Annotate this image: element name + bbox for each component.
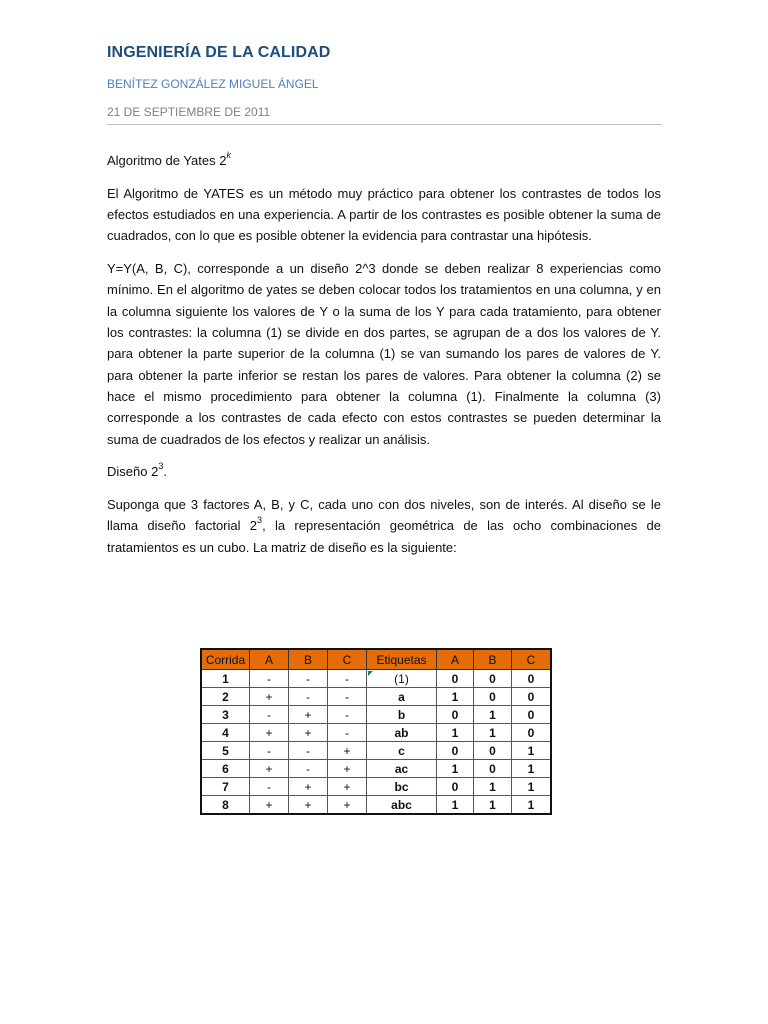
cell-coded-b: 0 xyxy=(474,760,512,778)
cell-factor-c: + xyxy=(328,760,367,778)
cell-coded-a: 0 xyxy=(437,670,474,688)
table-header-row xyxy=(201,649,551,670)
header-divider xyxy=(107,124,662,125)
cell-corrida: 4 xyxy=(201,724,250,742)
cell-factor-a: - xyxy=(250,670,289,688)
section-heading-yates-text: Algoritmo de Yates 2 xyxy=(107,153,227,168)
paragraph-yates-intro: El Algoritmo de YATES es un método muy práctico para obtener los contrastes de todos los efectos estudiados en una experiencia. A partir de los contrastes es posible obtener la suma de cuadrados, con lo que es posible obtener la evidencia para contrastar una hipótesis. xyxy=(107,185,661,244)
cell-factor-c: + xyxy=(328,778,367,796)
section-heading-design-exponent: 3 xyxy=(158,461,164,472)
table-row xyxy=(201,760,551,778)
cell-coded-c: 0 xyxy=(512,724,552,742)
header-corrida: Corrida xyxy=(201,649,250,670)
design-matrix-table-wrapper xyxy=(200,648,552,815)
cell-factor-b: + xyxy=(289,724,328,742)
design-matrix-table xyxy=(200,648,552,815)
table-row xyxy=(201,742,551,760)
cell-coded-b: 1 xyxy=(474,724,512,742)
header-coded-c: C xyxy=(512,649,552,670)
header-etiquetas: Etiquetas xyxy=(367,649,437,670)
paragraph-yates-procedure: Y=Y(A, B, C), corresponde a un diseño 2^3 donde se deben realizar 8 experiencias como mínimo. En el algoritmo de yates se deben colocar todos los tratamientos en una columna, y en la columna siguiente los valores de Y o la suma de los Y para cada tratamiento, para obtener los contrastes: la columna (1) se divide en dos partes, se agrupan de a dos los valores de Y. para obtener la parte superior de la columna (1) se van sumando los pares de valores de Y. para obtener la parte inferior se restan los pares de valores. Para obtener la columna (2) se hace el mismo procedimiento para obtener la columna (1). Finalmente la columna (3) corresponde a los contrastes de cada efecto con estos contrastes se pueden determinar la suma de cuadrados de los efectos y realizar un análisis. xyxy=(107,261,661,447)
cell-factor-c: - xyxy=(328,688,367,706)
comment-marker-icon xyxy=(368,671,373,676)
cell-coded-c: 1 xyxy=(512,778,552,796)
document-author: BENÍTEZ GONZÁLEZ MIGUEL ÁNGEL xyxy=(107,77,319,91)
document-title: INGENIERÍA DE LA CALIDAD xyxy=(107,44,331,61)
cell-etiqueta xyxy=(367,670,437,688)
paragraph-design-description xyxy=(107,494,661,558)
header-factor-c: C xyxy=(328,649,367,670)
cell-coded-b: 0 xyxy=(474,742,512,760)
cell-etiqueta: abc xyxy=(367,796,437,815)
table-row xyxy=(201,688,551,706)
cell-coded-c: 0 xyxy=(512,706,552,724)
cell-etiqueta: bc xyxy=(367,778,437,796)
table-row xyxy=(201,706,551,724)
section-heading-yates-exponent: k xyxy=(226,149,231,160)
cell-coded-c: 0 xyxy=(512,688,552,706)
cell-etiqueta-text: (1) xyxy=(394,671,409,686)
cell-coded-a: 0 xyxy=(437,778,474,796)
document-body xyxy=(107,150,661,570)
header-factor-b: B xyxy=(289,649,328,670)
cell-factor-a: + xyxy=(250,724,289,742)
table-header xyxy=(201,649,551,670)
section-heading-yates xyxy=(107,150,661,171)
cell-etiqueta: b xyxy=(367,706,437,724)
header-coded-a: A xyxy=(437,649,474,670)
cell-etiqueta: c xyxy=(367,742,437,760)
cell-coded-a: 1 xyxy=(437,724,474,742)
cell-corrida: 6 xyxy=(201,760,250,778)
cell-coded-b: 0 xyxy=(474,688,512,706)
table-row xyxy=(201,778,551,796)
cell-factor-b: - xyxy=(289,742,328,760)
header-factor-a: A xyxy=(250,649,289,670)
cell-corrida: 8 xyxy=(201,796,250,815)
cell-coded-c: 1 xyxy=(512,796,552,815)
cell-factor-b: - xyxy=(289,670,328,688)
table-row xyxy=(201,796,551,815)
table-row xyxy=(201,670,551,688)
cell-coded-b: 1 xyxy=(474,706,512,724)
cell-factor-c: + xyxy=(328,796,367,815)
cell-factor-b: + xyxy=(289,796,328,815)
cell-coded-b: 0 xyxy=(474,670,512,688)
cell-coded-a: 1 xyxy=(437,796,474,815)
section-heading-design xyxy=(107,461,661,482)
cell-coded-c: 1 xyxy=(512,742,552,760)
cell-factor-a: + xyxy=(250,796,289,815)
section-heading-design-period: . xyxy=(163,464,167,480)
cell-factor-c: - xyxy=(328,724,367,742)
document-date: 21 DE SEPTIEMBRE DE 2011 xyxy=(107,105,271,119)
cell-coded-b: 1 xyxy=(474,796,512,815)
cell-factor-b: + xyxy=(289,778,328,796)
cell-factor-c: + xyxy=(328,742,367,760)
cell-etiqueta: a xyxy=(367,688,437,706)
cell-factor-b: - xyxy=(289,760,328,778)
cell-coded-b: 1 xyxy=(474,778,512,796)
cell-corrida: 1 xyxy=(201,670,250,688)
cell-coded-c: 1 xyxy=(512,760,552,778)
paragraph-design-exponent: 3 xyxy=(257,515,263,526)
cell-corrida: 7 xyxy=(201,778,250,796)
cell-factor-a: - xyxy=(250,706,289,724)
cell-factor-a: + xyxy=(250,688,289,706)
cell-coded-a: 0 xyxy=(437,706,474,724)
cell-corrida: 2 xyxy=(201,688,250,706)
paragraph-design-part2: , la representación geométrica de las ocho combinaciones de tratamientos es un cubo. La matriz de diseño es la siguiente: xyxy=(107,518,661,555)
cell-factor-a: + xyxy=(250,760,289,778)
cell-factor-c: - xyxy=(328,706,367,724)
cell-coded-a: 0 xyxy=(437,742,474,760)
cell-factor-a: - xyxy=(250,742,289,760)
cell-factor-c: - xyxy=(328,670,367,688)
cell-coded-c: 0 xyxy=(512,670,552,688)
paragraph-design-part1: Suponga que 3 factores A, B, y C, cada uno con dos niveles, son de interés. Al diseño se le llama diseño factorial 2 xyxy=(107,497,661,534)
cell-coded-a: 1 xyxy=(437,688,474,706)
cell-corrida: 3 xyxy=(201,706,250,724)
table-row xyxy=(201,724,551,742)
cell-factor-b: - xyxy=(289,688,328,706)
table-body xyxy=(201,670,551,815)
section-heading-design-text: Diseño 2 xyxy=(107,464,159,480)
cell-etiqueta: ac xyxy=(367,760,437,778)
cell-etiqueta: ab xyxy=(367,724,437,742)
cell-coded-a: 1 xyxy=(437,760,474,778)
cell-factor-a: - xyxy=(250,778,289,796)
cell-factor-b: + xyxy=(289,706,328,724)
cell-corrida: 5 xyxy=(201,742,250,760)
header-coded-b: B xyxy=(474,649,512,670)
